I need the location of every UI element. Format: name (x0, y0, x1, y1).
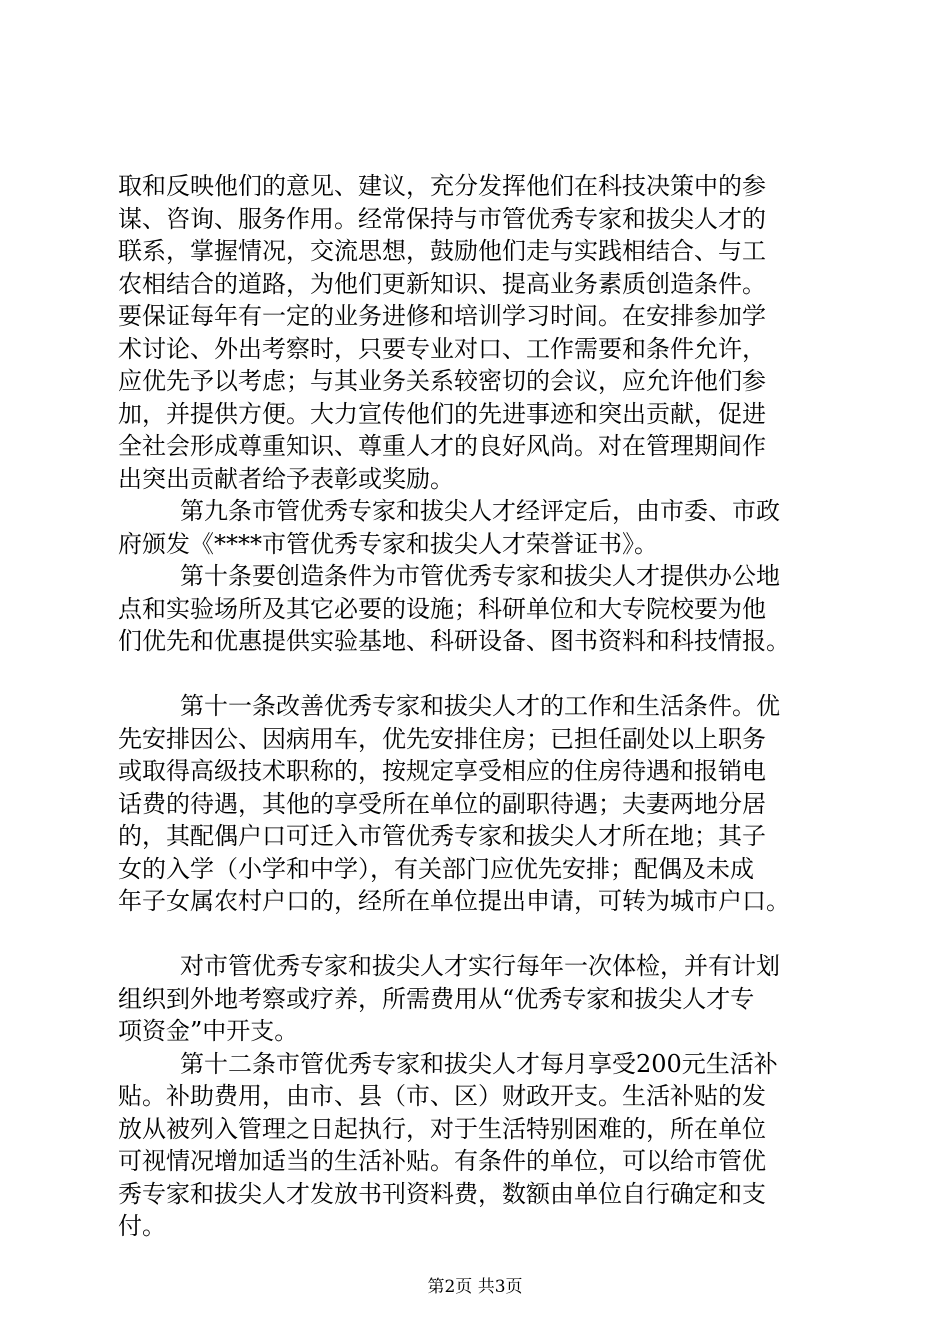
text-line: 取和反映他们的意见、建议，充分发挥他们在科技决策中的参 (118, 172, 766, 200)
blank-line (118, 918, 848, 951)
text-line: 加，并提供方便。大力宣传他们的先进事迹和突出贡献，促进 (118, 399, 766, 428)
article-11-paragraph (118, 690, 848, 918)
text-line: 女的入学（小学和中学），有关部门应优先安排；配偶及未成 (118, 854, 754, 883)
text-line: 对市管优秀专家和拔尖人才实行每年一次体检，并有计划 (180, 952, 780, 980)
blank-line (118, 658, 848, 691)
text-line: 第九条市管优秀专家和拔尖人才经评定后，由市委、市政 (180, 497, 780, 525)
text-line: 可视情况增加适当的生活补贴。有条件的单位，可以给市管优 (118, 1147, 766, 1175)
text-line: 贴。补助费用，由市、县（市、区）财政开支。生活补贴的发 (118, 1082, 766, 1110)
text-line: 先安排因公、因病用车，优先安排住房；已担任副处以上职务 (118, 724, 766, 753)
text-line: 放从被列入管理之日起执行，对于生活特别困难的，所在单位 (118, 1114, 766, 1143)
text-line: 联系，掌握情况，交流思想，鼓励他们走与实践相结合、与工 (118, 237, 766, 265)
text-line: 应优先予以考虑；与其业务关系较密切的会议，应允许他们参 (118, 367, 766, 395)
text-line: 第十二条市管优秀专家和拔尖人才每月享受200元生活补 (180, 1049, 778, 1078)
text-line: 组织到外地考察或疗养，所需费用从“优秀专家和拔尖人才专 (118, 984, 755, 1013)
paragraph-continuation (118, 170, 848, 495)
text-line: 们优先和优惠提供实验基地、科研设备、图书资料和科技情报。 (118, 627, 790, 655)
text-line: 项资金”中开支。 (118, 1017, 299, 1045)
text-line: 付。 (118, 1212, 166, 1240)
text-line: 第十一条改善优秀专家和拔尖人才的工作和生活条件。优 (180, 692, 780, 720)
article-12-paragraph (118, 1048, 848, 1243)
text-line: 年子女属农村户口的，经所在单位提出申请，可转为城市户口。 (118, 887, 790, 915)
text-line: 农相结合的道路，为他们更新知识、提高业务素质创造条件。 (118, 269, 766, 298)
text-line: 全社会形成尊重知识、尊重人才的良好风尚。对在管理期间作 (118, 432, 766, 460)
physical-exam-paragraph (118, 950, 848, 1048)
text-line: 点和实验场所及其它必要的设施；科研单位和大专院校要为他 (118, 594, 766, 623)
document-body (118, 170, 848, 1243)
article-10-paragraph (118, 560, 848, 658)
article-9-paragraph (118, 495, 848, 560)
text-line: 或取得高级技术职称的，按规定享受相应的住房待遇和报销电 (118, 757, 766, 785)
text-line: 谋、咨询、服务作用。经常保持与市管优秀专家和拔尖人才的 (118, 204, 766, 233)
text-line: 话费的待遇，其他的享受所在单位的副职待遇；夫妻两地分居 (118, 789, 766, 818)
text-line: 府颁发《****市管优秀专家和拔尖人才荣誉证书》。 (118, 529, 658, 558)
text-line: 第十条要创造条件为市管优秀专家和拔尖人才提供办公地 (180, 562, 780, 590)
text-line: 出突出贡献者给予表彰或奖励。 (118, 464, 454, 493)
text-line: 术讨论、外出考察时，只要专业对口、工作需要和条件允许， (118, 334, 766, 363)
page-number-footer: 第2页 共3页 (427, 1277, 523, 1297)
text-line: 秀专家和拔尖人才发放书刊资料费，数额由单位自行确定和支 (118, 1179, 766, 1208)
text-line: 要保证每年有一定的业务进修和培训学习时间。在安排参加学 (118, 302, 766, 330)
text-line: 的，其配偶户口可迁入市管优秀专家和拔尖人才所在地；其子 (118, 822, 766, 850)
